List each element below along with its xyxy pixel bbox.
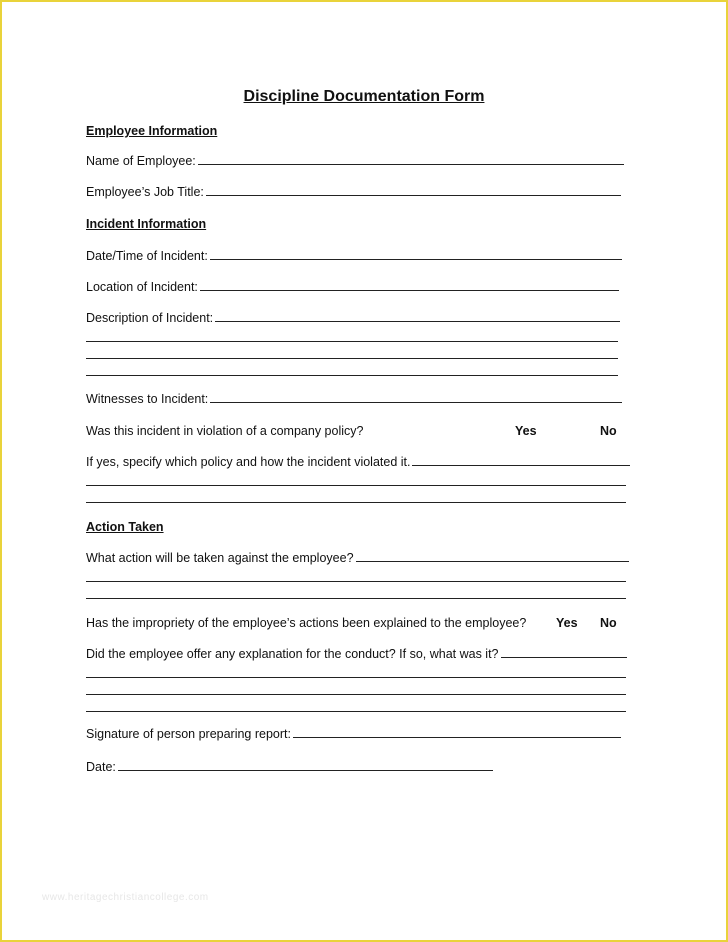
signature-field[interactable] [86,727,621,741]
job-title-line[interactable] [206,194,621,196]
witnesses-label: Witnesses to Incident: [86,392,209,406]
action-against-label: What action will be taken against the employee? [86,551,354,565]
specify-policy-line-3[interactable] [86,502,626,503]
impropriety-yes-option[interactable]: Yes [556,616,578,630]
incident-location-line[interactable] [200,289,619,291]
incident-location-field[interactable] [86,280,619,294]
signature-label: Signature of person preparing report: [86,727,291,741]
job-title-label: Employee’s Job Title: [86,185,204,199]
specify-policy-label: If yes, specify which policy and how the incident violated it. [86,455,411,469]
policy-yes-option[interactable]: Yes [515,424,537,438]
specify-policy-field[interactable] [86,455,630,469]
incident-location-label: Location of Incident: [86,280,198,294]
witnesses-line[interactable] [210,401,622,403]
section-action-taken: Action Taken [86,520,164,534]
signature-line[interactable] [293,736,621,738]
incident-datetime-field[interactable] [86,249,622,263]
action-line-3[interactable] [86,598,626,599]
action-line-2[interactable] [86,581,626,582]
specify-policy-line-2[interactable] [86,485,626,486]
date-field[interactable] [86,760,493,774]
name-of-employee-label: Name of Employee: [86,154,196,168]
impropriety-no-option[interactable]: No [600,616,617,630]
witnesses-field[interactable] [86,392,622,406]
specify-policy-line[interactable] [412,464,630,466]
incident-description-field[interactable] [86,311,620,325]
policy-violation-question [86,424,363,438]
policy-violation-label: Was this incident in violation of a company policy? [86,424,364,438]
incident-datetime-line[interactable] [210,258,622,260]
section-employee-information: Employee Information [86,124,218,138]
form-title: Discipline Documentation Form [243,88,485,105]
action-against-line[interactable] [356,560,629,562]
incident-description-label: Description of Incident: [86,311,214,325]
policy-no-option[interactable]: No [600,424,617,438]
action-against-field[interactable] [86,551,629,565]
date-line[interactable] [118,769,493,771]
description-line-3[interactable] [86,358,618,359]
explanation-field[interactable] [86,647,627,661]
description-line-4[interactable] [86,375,618,376]
explanation-line-3[interactable] [86,694,626,695]
job-title-field[interactable] [86,185,621,199]
explanation-line[interactable] [501,656,627,658]
watermark: www.heritagechristiancollege.com [42,892,209,903]
incident-description-line[interactable] [215,320,620,322]
impropriety-question [86,616,526,630]
name-of-employee-line[interactable] [198,163,624,165]
section-incident-information: Incident Information [86,217,207,231]
incident-datetime-label: Date/Time of Incident: [86,249,208,263]
impropriety-label: Has the impropriety of the employee’s actions been explained to the employee? [86,616,527,630]
name-of-employee-field[interactable] [86,154,624,168]
date-label: Date: [86,760,116,774]
explanation-label: Did the employee offer any explanation for the conduct? If so, what was it? [86,647,499,661]
explanation-line-4[interactable] [86,711,626,712]
description-line-2[interactable] [86,341,618,342]
explanation-line-2[interactable] [86,677,626,678]
